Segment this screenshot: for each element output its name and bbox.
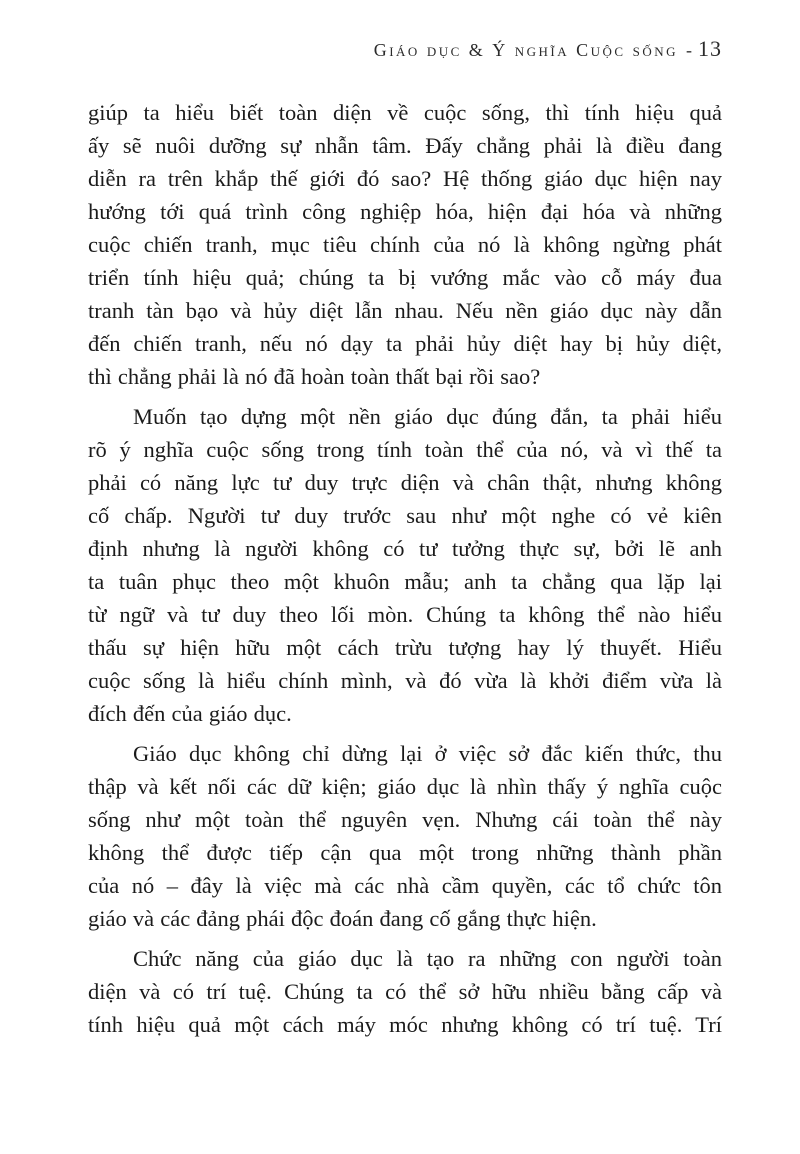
text-line: giáo và các đảng phái độc đoán đang cố gắng thực hiện. [88,906,597,931]
text-line: cuộc chiến tranh, mục tiêu chính của nó là không ngừng phát [88,232,722,257]
text-line: ấy sẽ nuôi dưỡng sự nhẫn tâm. Đấy chẳng phải là điều đang [88,133,722,158]
running-head-title: Giáo dục & Ý nghĩa Cuộc sống [373,40,678,60]
running-head-separator: - [686,40,692,60]
text-line: cuộc sống là hiểu chính mình, và đó vừa là khởi điểm vừa là [88,668,722,693]
text-line: triển tính hiệu quả; chúng ta bị vướng mắc vào cỗ máy đua [88,265,722,290]
text-line: diện và có trí tuệ. Chúng ta có thể sở hữu nhiều bằng cấp và [88,979,722,1004]
text-line: diễn ra trên khắp thế giới đó sao? Hệ thống giáo dục hiện nay [88,166,722,191]
paragraph [88,96,722,393]
text-line: ta tuân phục theo một khuôn mẫu; anh ta chẳng qua lặp lại [88,569,722,594]
text-line: Giáo dục không chỉ dừng lại ở việc sở đắc kiến thức, thu [133,741,722,766]
text-line: định nhưng là người không có tư tưởng thực sự, bởi lẽ anh [88,536,722,561]
text-line: đích đến của giáo dục. [88,701,292,726]
paragraph [88,737,722,935]
text-line: đến chiến tranh, nếu nó dạy ta phải hủy diệt hay bị hủy diệt, [88,331,722,356]
text-line: từ ngữ và tư duy theo lối mòn. Chúng ta không thể nào hiểu [88,602,722,627]
page-body [88,96,722,1041]
running-head [88,36,722,62]
text-line: sống như một toàn thể nguyên vẹn. Nhưng cái toàn thể này [88,807,722,832]
text-line: Muốn tạo dựng một nền giáo dục đúng đắn, ta phải hiểu [133,404,722,429]
text-line: thập và kết nối các dữ kiện; giáo dục là nhìn thấy ý nghĩa cuộc [88,774,722,799]
text-line: rõ ý nghĩa cuộc sống trong tính toàn thể của nó, và vì thế ta [88,437,722,462]
text-line: tính hiệu quả một cách máy móc nhưng không có trí tuệ. Trí [88,1012,722,1037]
text-line: thì chẳng phải là nó đã hoàn toàn thất bại rồi sao? [88,364,541,389]
paragraph [88,400,722,730]
text-line: tranh tàn bạo và hủy diệt lẫn nhau. Nếu nền giáo dục này dẫn [88,298,722,323]
text-line: không thể được tiếp cận qua một trong những thành phần [88,840,722,865]
text-line: phải có năng lực tư duy trực diện và chân thật, nhưng không [88,470,722,495]
text-line: giúp ta hiểu biết toàn diện về cuộc sống, thì tính hiệu quả [88,100,722,125]
text-line: hướng tới quá trình công nghiệp hóa, hiện đại hóa và những [88,199,722,224]
page-number: 13 [698,36,722,61]
paragraph [88,942,722,1041]
text-line: Chức năng của giáo dục là tạo ra những con người toàn [133,946,722,971]
text-line: cố chấp. Người tư duy trước sau như một nghe có vẻ kiên [88,503,722,528]
text-line: thấu sự hiện hữu một cách trừu tượng hay lý thuyết. Hiểu [88,635,722,660]
text-line: của nó – đây là việc mà các nhà cầm quyền, các tổ chức tôn [88,873,722,898]
